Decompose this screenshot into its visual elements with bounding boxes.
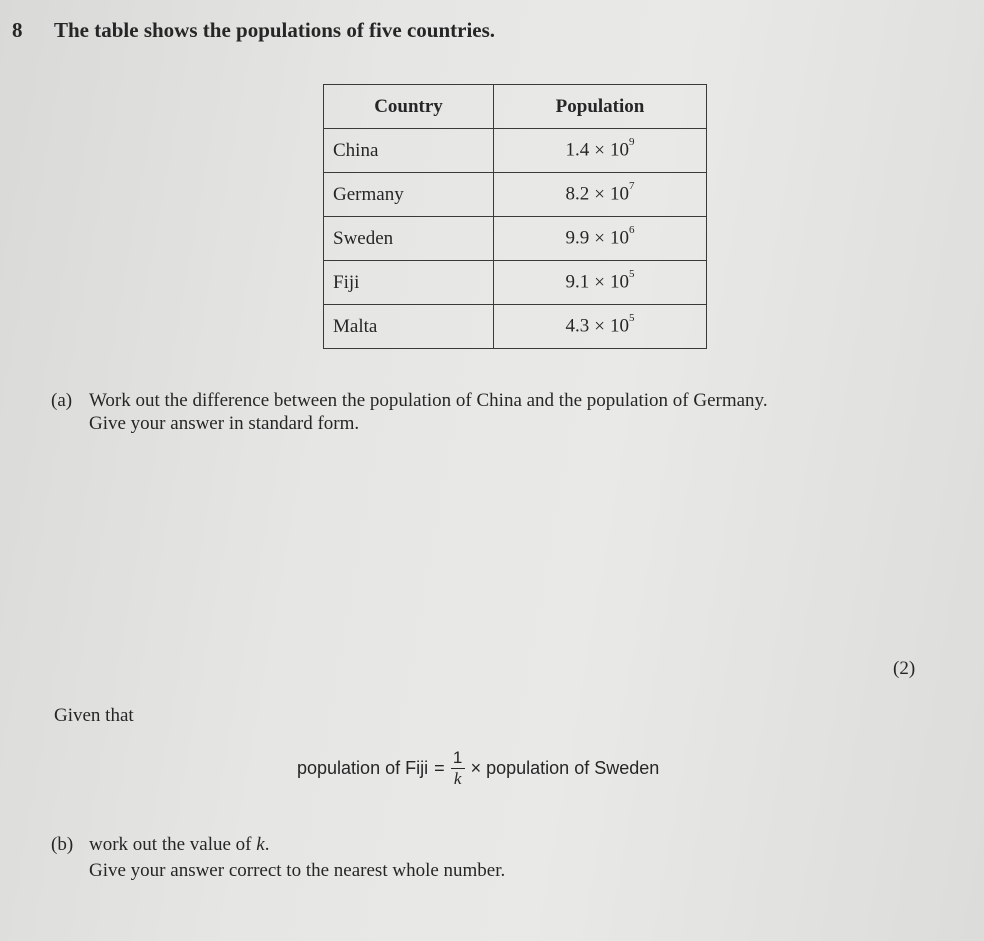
population-exponent: 9: [628, 136, 635, 149]
formula-rhs: × population of Sweden: [470, 758, 660, 778]
population-times: ×: [594, 315, 605, 337]
population-mantissa: 4.3: [565, 315, 590, 337]
fraction-denominator: k: [453, 769, 462, 788]
table-header-row: [324, 85, 707, 129]
part-a-instruction: Give your answer in standard form.: [89, 413, 360, 434]
population-base: 10: [609, 315, 629, 337]
population-exponent: 5: [628, 268, 635, 281]
population-base: 10: [609, 271, 629, 293]
population-cell: [494, 129, 707, 173]
population-exponent: 5: [628, 312, 635, 325]
part-b-label: (b): [51, 834, 74, 855]
formula-lhs: population of Fiji: [297, 758, 429, 778]
table-row: [324, 261, 707, 305]
given-that-text: Given that: [54, 705, 134, 726]
population-cell: [494, 305, 707, 349]
country-cell: Malta: [324, 305, 494, 349]
question-number: 8: [12, 18, 23, 42]
header-population: Population: [494, 85, 707, 129]
population-table: [323, 84, 707, 349]
part-a-question: Work out the difference between the population of China and the population of Germany.: [89, 390, 768, 411]
country-cell: China: [324, 129, 494, 173]
population-base: 10: [609, 227, 629, 249]
population-times: ×: [594, 139, 605, 161]
table-row: [324, 173, 707, 217]
population-mantissa: 9.1: [565, 271, 590, 293]
part-a-marks: (2): [893, 658, 916, 679]
population-exponent: 6: [628, 224, 635, 237]
population-times: ×: [594, 271, 605, 293]
table-row: [324, 305, 707, 349]
header-country: Country: [324, 85, 494, 129]
population-mantissa: 1.4: [565, 139, 590, 161]
population-times: ×: [594, 183, 605, 205]
part-b-question: [89, 834, 269, 856]
fraction-numerator: 1: [452, 748, 463, 767]
population-mantissa: 9.9: [565, 227, 590, 249]
population-times: ×: [594, 227, 605, 249]
part-b-variable: k: [256, 834, 265, 855]
population-cell: [494, 173, 707, 217]
population-base: 10: [609, 183, 629, 205]
population-cell: [494, 217, 707, 261]
population-mantissa: 8.2: [565, 183, 590, 205]
part-a-label: (a): [51, 390, 73, 411]
formula-equals: =: [434, 758, 445, 778]
formula: [297, 748, 659, 789]
country-cell: Fiji: [324, 261, 494, 305]
table-row: [324, 217, 707, 261]
formula-fraction: [451, 748, 465, 789]
population-base: 10: [609, 139, 629, 161]
country-cell: Sweden: [324, 217, 494, 261]
part-b-prefix: work out the value of: [89, 834, 252, 855]
population-cell: [494, 261, 707, 305]
part-b-instruction: Give your answer correct to the nearest whole number.: [89, 860, 506, 881]
part-b-suffix: .: [264, 834, 270, 855]
population-exponent: 7: [628, 180, 635, 193]
question-text: The table shows the populations of five countries.: [54, 18, 496, 42]
country-cell: Germany: [324, 173, 494, 217]
table-row: [324, 129, 707, 173]
